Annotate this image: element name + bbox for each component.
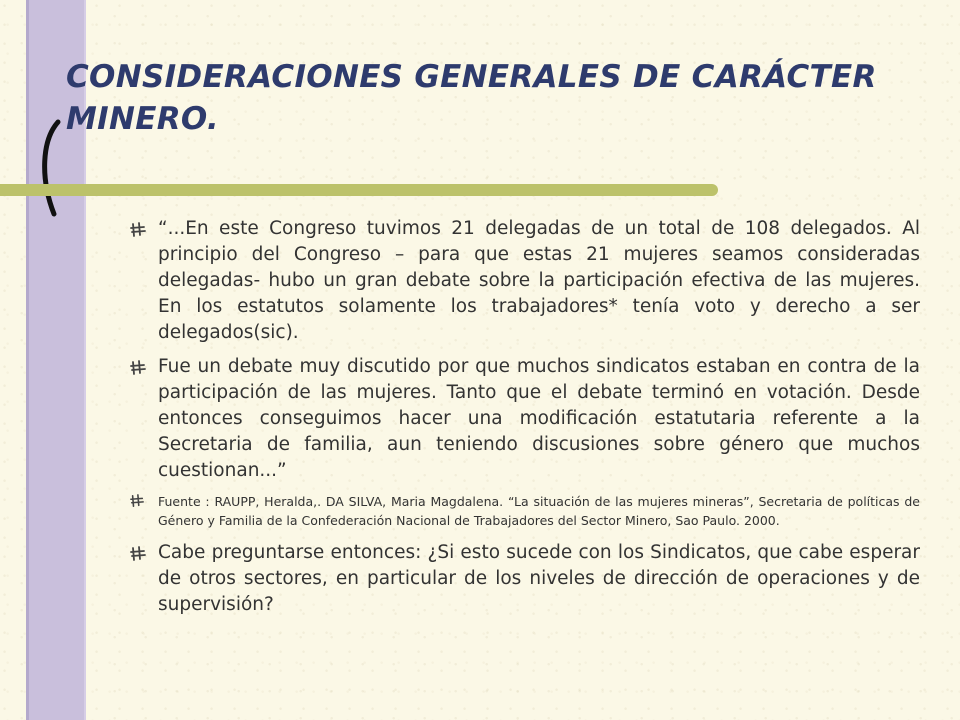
slide-content	[130, 216, 920, 626]
bullet-item-quote-part-1	[130, 216, 920, 346]
pin-bullet-icon	[130, 360, 146, 376]
bullet-text: Fue un debate muy discutido por que muchos sindicatos estaban en contra de la participación de las mujeres. Tanto que el debate terminó en votación. Desde entonces conseguimos hacer una modificación estatutaria referente a la Secretaria de familia, aun teniendo discusiones sobre género que muchos cuestionan...”	[158, 356, 920, 481]
bullet-text: Cabe preguntarse entonces: ¿Si esto sucede con los Sindicatos, que cabe esperar de otros sectores, en particular de los niveles de dirección de operaciones y de supervisión?	[158, 542, 920, 615]
bullet-item-question	[130, 540, 920, 618]
bullet-text: “...En este Congreso tuvimos 21 delegadas de un total de 108 delegados. Al principio del Congreso – para que estas 21 mujeres seamos consideradas delegadas- hubo un gran debate sobre la participación efectiva de las mujeres. En los estatutos solamente los trabajadores* tenía voto y derecho a ser delegados(sic).	[158, 218, 920, 343]
title-underline	[0, 184, 718, 196]
bullet-text: Fuente : RAUPP, Heralda,. DA SILVA, Maria Magdalena. “La situación de las mujeres mineras”, Secretaria de políticas de Género y Familia de la Confederación Nacional de Trabajadores del Sector Minero, Sao Paulo. 2000.	[158, 494, 920, 528]
bracket-decoration	[34, 118, 64, 218]
slide-title: CONSIDERACIONES GENERALES DE CARÁCTER MINERO.	[66, 59, 877, 137]
bullet-item-source	[130, 492, 920, 530]
bullet-item-quote-part-2	[130, 354, 920, 484]
pin-bullet-icon	[130, 494, 144, 508]
pin-bullet-icon	[130, 546, 146, 562]
pin-bullet-icon	[130, 222, 146, 238]
